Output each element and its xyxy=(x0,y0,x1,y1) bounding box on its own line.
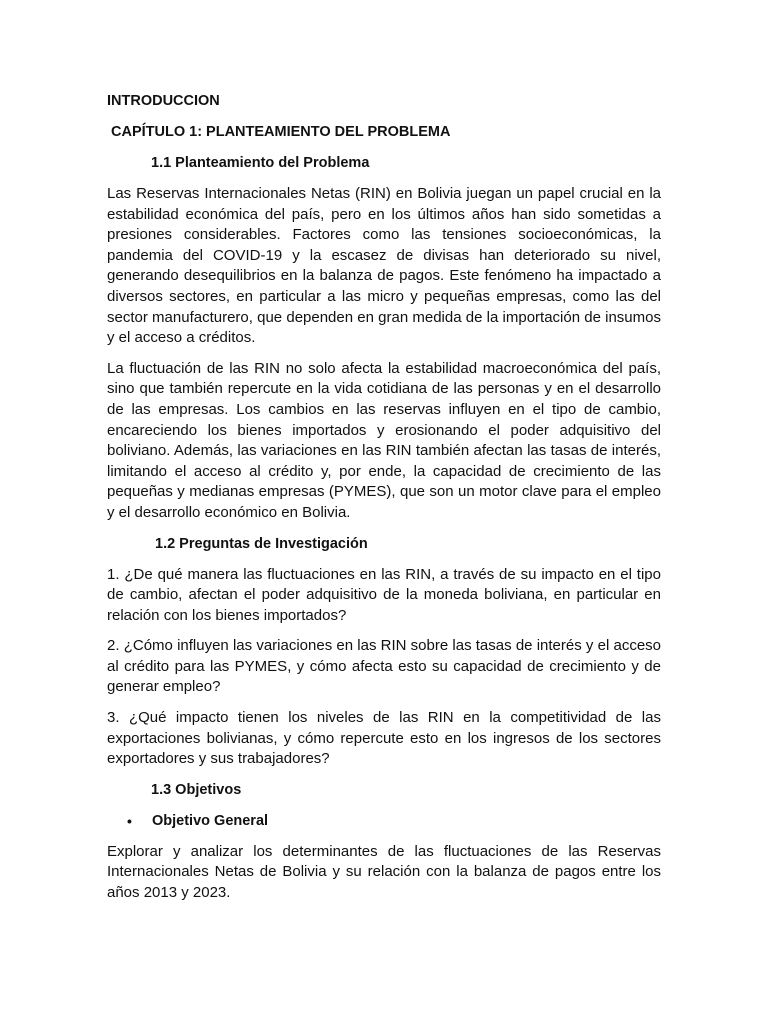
paragraph-planteamiento-2: La fluctuación de las RIN no solo afecta la estabilidad macroeconómica del país, sino que también repercute en la vida cotidiana de las personas y en el desarrollo de las empresas. Los cambios en las reservas influyen en el tipo de cambio, encareciendo los bienes importados y erosionando el poder adquisitivo del boliviano. Además, las variaciones en las RIN también afectan las tasas de interés, limitando el acceso al crédito y, por ende, la capacidad de crecimiento de las pequeñas y medianas empresas (PYMES), que son un motor clave para el empleo y el desarrollo económico en Bolivia. xyxy=(107,359,661,521)
paragraph-objetivo-general: Explorar y analizar los determinantes de las fluctuaciones de las Reservas Internacionales Netas de Bolivia y su relación con la balanza de pagos entre los años 2013 y 2023. xyxy=(107,842,661,902)
paragraph-planteamiento-1: Las Reservas Internacionales Netas (RIN) en Bolivia juegan un papel crucial en la estabilidad económica del país, pero en los últimos años han sido sometidas a presiones considerables. Factores como las tensiones socioeconómicas, la pandemia del COVID-19 y la escasez de divisas han deteriorado su nivel, generando desequilibrios en la balanza de pagos. Este fenómeno ha impactado a diversos sectores, en particular a las micro y pequeñas empresas, como las del sector manufacturero, que dependen en gran medida de la importación de insumos y el acceso a créditos. xyxy=(107,185,661,347)
research-question-2: 2. ¿Cómo influyen las variaciones en las RIN sobre las tasas de interés y el acceso al crédito para las PYMES, y cómo afecta esto su capacidad de crecimiento y de generar empleo? xyxy=(107,637,661,696)
bullet-objetivo-general xyxy=(127,811,661,831)
objetivo-general-label: Objetivo General xyxy=(152,812,269,829)
bullet-icon: • xyxy=(127,812,132,829)
heading-section-1-2: 1.2 Preguntas de Investigación xyxy=(155,535,368,552)
research-question-1: 1. ¿De qué manera las fluctuaciones en las RIN, a través de su impacto en el tipo de cambio, afectan el poder adquisitivo de la moneda boliviana, en particular en relación con los bienes importados? xyxy=(107,565,661,624)
heading-section-1-1: 1.1 Planteamiento del Problema xyxy=(151,155,370,171)
research-question-3: 3. ¿Qué impacto tienen los niveles de las RIN en la competitividad de las exportaciones bolivianas, y cómo repercute esto en los ingresos de los sectores exportadores y sus trabajadores? xyxy=(107,709,661,768)
heading-introduccion: INTRODUCCION xyxy=(107,93,220,109)
heading-section-1-3: 1.3 Objetivos xyxy=(151,781,242,798)
heading-chapter-1: CAPÍTULO 1: PLANTEAMIENTO DEL PROBLEMA xyxy=(111,124,451,140)
